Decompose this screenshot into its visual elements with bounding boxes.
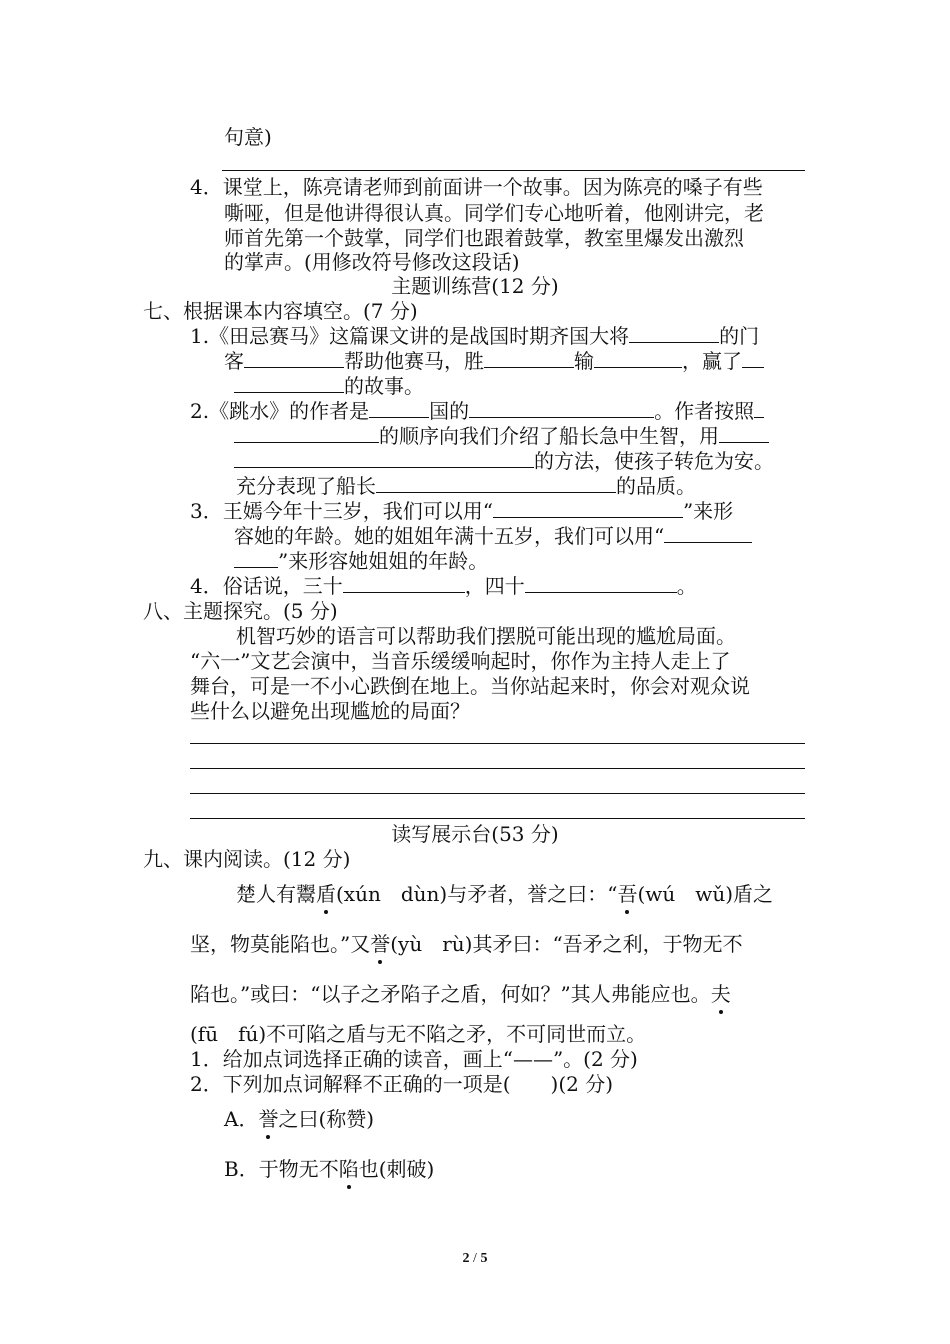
s7-q3-text-c: 容她的年龄。她的姐姐年满十五岁，我们可以用“ xyxy=(234,524,665,548)
ancient-text-2a: 坚，物莫能陷也。”又 xyxy=(190,932,371,956)
s7-q2-text-e: 的方法，使孩子转危为安。 xyxy=(534,449,774,473)
answer-line-4[interactable] xyxy=(190,818,805,819)
ancient-text-line3 xyxy=(190,981,731,1007)
s8-para-line4: 些什么以避免出现尴尬的局面？ xyxy=(190,699,470,723)
s7-q4-text-a: 4．俗话说，三十 xyxy=(190,574,343,598)
s7-q3-line2 xyxy=(234,523,752,549)
answer-line-2[interactable] xyxy=(190,768,805,769)
s8-para-line2: “六一”文艺会演中，当音乐缓缓响起时，你作为主持人走上了 xyxy=(190,649,731,673)
s7-q4-text-b: ，四十 xyxy=(464,574,525,598)
answer-line-s6[interactable] xyxy=(222,170,805,171)
s7-q2-line2 xyxy=(234,423,769,449)
s7-q1-line2 xyxy=(224,348,764,374)
s6-q4-line3: 师首先第一个鼓掌，同学们也跟着鼓掌，教室里爆发出激烈 xyxy=(224,226,744,250)
s7-q4-text-c: 。 xyxy=(676,574,697,598)
option-a-rest: 之曰(称赞) xyxy=(278,1107,375,1131)
s9-q2: 2．下列加点词解释不正确的一项是( )(2 分) xyxy=(190,1072,614,1096)
s8-heading: 八、主题探究。(5 分) xyxy=(143,599,338,623)
option-b[interactable] xyxy=(224,1156,434,1182)
s7-q2-text-d: 的顺序向我们介绍了船长急中生智，用 xyxy=(379,424,719,448)
s6-q4-line1: 4．课堂上，陈亮请老师到前面讲一个故事。因为陈亮的嗓子有些 xyxy=(190,175,763,199)
section-title-camp: 主题训练营(12 分) xyxy=(391,274,559,298)
option-b-label: B．于物无不 xyxy=(224,1157,339,1181)
option-b-rest: 也(刺破) xyxy=(358,1157,435,1181)
dotted-char-fu: 夫 xyxy=(710,982,731,1006)
blank-forty[interactable] xyxy=(525,574,677,593)
s7-q2-text-b: 国的 xyxy=(429,399,470,423)
blank-order-part1[interactable] xyxy=(754,399,764,418)
s7-q3-text-a: 3．王嫣今年十三岁，我们可以用“ xyxy=(190,499,493,523)
s8-para-line1: 机智巧妙的语言可以帮助我们摆脱可能出现的尴尬局面。 xyxy=(236,624,736,648)
s7-q2-text-a: 2.《跳水》的作者是 xyxy=(190,399,370,423)
blank-author[interactable] xyxy=(469,399,654,418)
option-a[interactable] xyxy=(224,1106,374,1132)
blank-win[interactable] xyxy=(484,349,574,368)
blank-general[interactable] xyxy=(629,324,719,343)
dotted-char-yu: 誉 xyxy=(370,932,391,956)
blank-quality[interactable] xyxy=(376,474,616,493)
ancient-text-1c: (wú wǔ)盾之 xyxy=(637,882,774,906)
q3-tail: 句意) xyxy=(224,125,272,149)
s7-heading: 七、根据课本内容填空。(7 分) xyxy=(143,299,418,323)
ancient-text-line4: (fū fú)不可陷之盾与无不陷之矛，不可同世而立。 xyxy=(190,1022,647,1046)
blank-age15-part1[interactable] xyxy=(664,524,752,543)
blank-order-part2[interactable] xyxy=(234,424,379,443)
s9-q1: 1．给加点词选择正确的读音，画上“——”。(2 分) xyxy=(190,1047,638,1071)
section-title-showcase: 读写展示台(53 分) xyxy=(391,822,559,846)
dotted-char-dun: 盾 xyxy=(316,882,336,906)
page-number xyxy=(0,1246,950,1272)
page-total: 5 xyxy=(480,1251,488,1266)
page-sep: / xyxy=(469,1251,481,1266)
s9-heading: 九、课内阅读。(12 分) xyxy=(143,847,351,871)
s7-q1-line1 xyxy=(190,323,759,349)
blank-thirty[interactable] xyxy=(343,574,465,593)
ancient-text-1b: (xún dùn)与矛者，誉之曰：“ xyxy=(336,882,618,906)
page-current: 2 xyxy=(462,1251,470,1266)
s6-q4-line4: 的掌声。(用修改符号修改这段话) xyxy=(224,250,520,274)
s7-q2-line4 xyxy=(236,473,696,499)
s7-q1-line3 xyxy=(234,373,424,399)
s7-q1-text-d: 帮助他赛马，胜 xyxy=(344,349,484,373)
ancient-text-2b: (yù rù)其矛曰：“吾矛之利，于物无不 xyxy=(390,932,743,956)
blank-method-part1[interactable] xyxy=(719,424,769,443)
blank-country[interactable] xyxy=(369,399,429,418)
blank-age13[interactable] xyxy=(493,499,683,518)
s7-q1-text-a: 1.《田忌赛马》这篇课文讲的是战国时期齐国大将 xyxy=(190,324,630,348)
ancient-text-line1 xyxy=(236,881,773,907)
ancient-text-line2 xyxy=(190,931,743,957)
s7-q2-text-g: 的品质。 xyxy=(616,474,696,498)
blank-won-part1[interactable] xyxy=(742,349,764,368)
blank-won-part2[interactable] xyxy=(234,374,344,393)
blank-lose[interactable] xyxy=(594,349,682,368)
s7-q3-line3 xyxy=(234,548,488,574)
s7-q1-text-e: 输 xyxy=(574,349,594,373)
dotted-char-yu-a: 誉 xyxy=(258,1107,279,1131)
s6-q4-line2: 嘶哑，但是他讲得很认真。同学们专心地听着，他刚讲完，老 xyxy=(224,201,764,225)
s7-q3-line1 xyxy=(190,498,733,524)
answer-line-1[interactable] xyxy=(190,743,805,744)
blank-age15-part2[interactable] xyxy=(234,549,278,568)
s7-q1-text-g: 的故事。 xyxy=(344,374,424,398)
s7-q2-text-c: 。作者按照 xyxy=(654,399,755,423)
blank-method-part2[interactable] xyxy=(234,449,534,468)
s7-q1-text-b: 的门 xyxy=(719,324,760,348)
ancient-text-1a: 楚人有鬻 xyxy=(236,882,316,906)
answer-line-3[interactable] xyxy=(190,793,805,794)
s7-q4-line1 xyxy=(190,573,697,599)
s8-para-line3: 舞台，可是一不小心跌倒在地上。当你站起来时，你会对观众说 xyxy=(190,674,750,698)
option-a-label: A． xyxy=(224,1107,259,1131)
s7-q2-line3 xyxy=(234,448,774,474)
dotted-char-wu: 吾 xyxy=(617,882,638,906)
s7-q1-text-c: 客 xyxy=(224,349,244,373)
s7-q2-text-f: 充分表现了船长 xyxy=(236,474,376,498)
s7-q3-text-d: ”来形容她姐姐的年龄。 xyxy=(278,549,489,573)
blank-retainer[interactable] xyxy=(244,349,344,368)
s7-q2-line1 xyxy=(190,398,764,424)
s7-q3-text-b: ”来形 xyxy=(682,499,734,523)
ancient-text-3a: 陷也。”或曰：“以子之矛陷子之盾，何如？”其人弗能应也。 xyxy=(190,982,711,1006)
s7-q1-text-f: ，赢了 xyxy=(682,349,742,373)
dotted-char-xian: 陷 xyxy=(338,1157,359,1181)
